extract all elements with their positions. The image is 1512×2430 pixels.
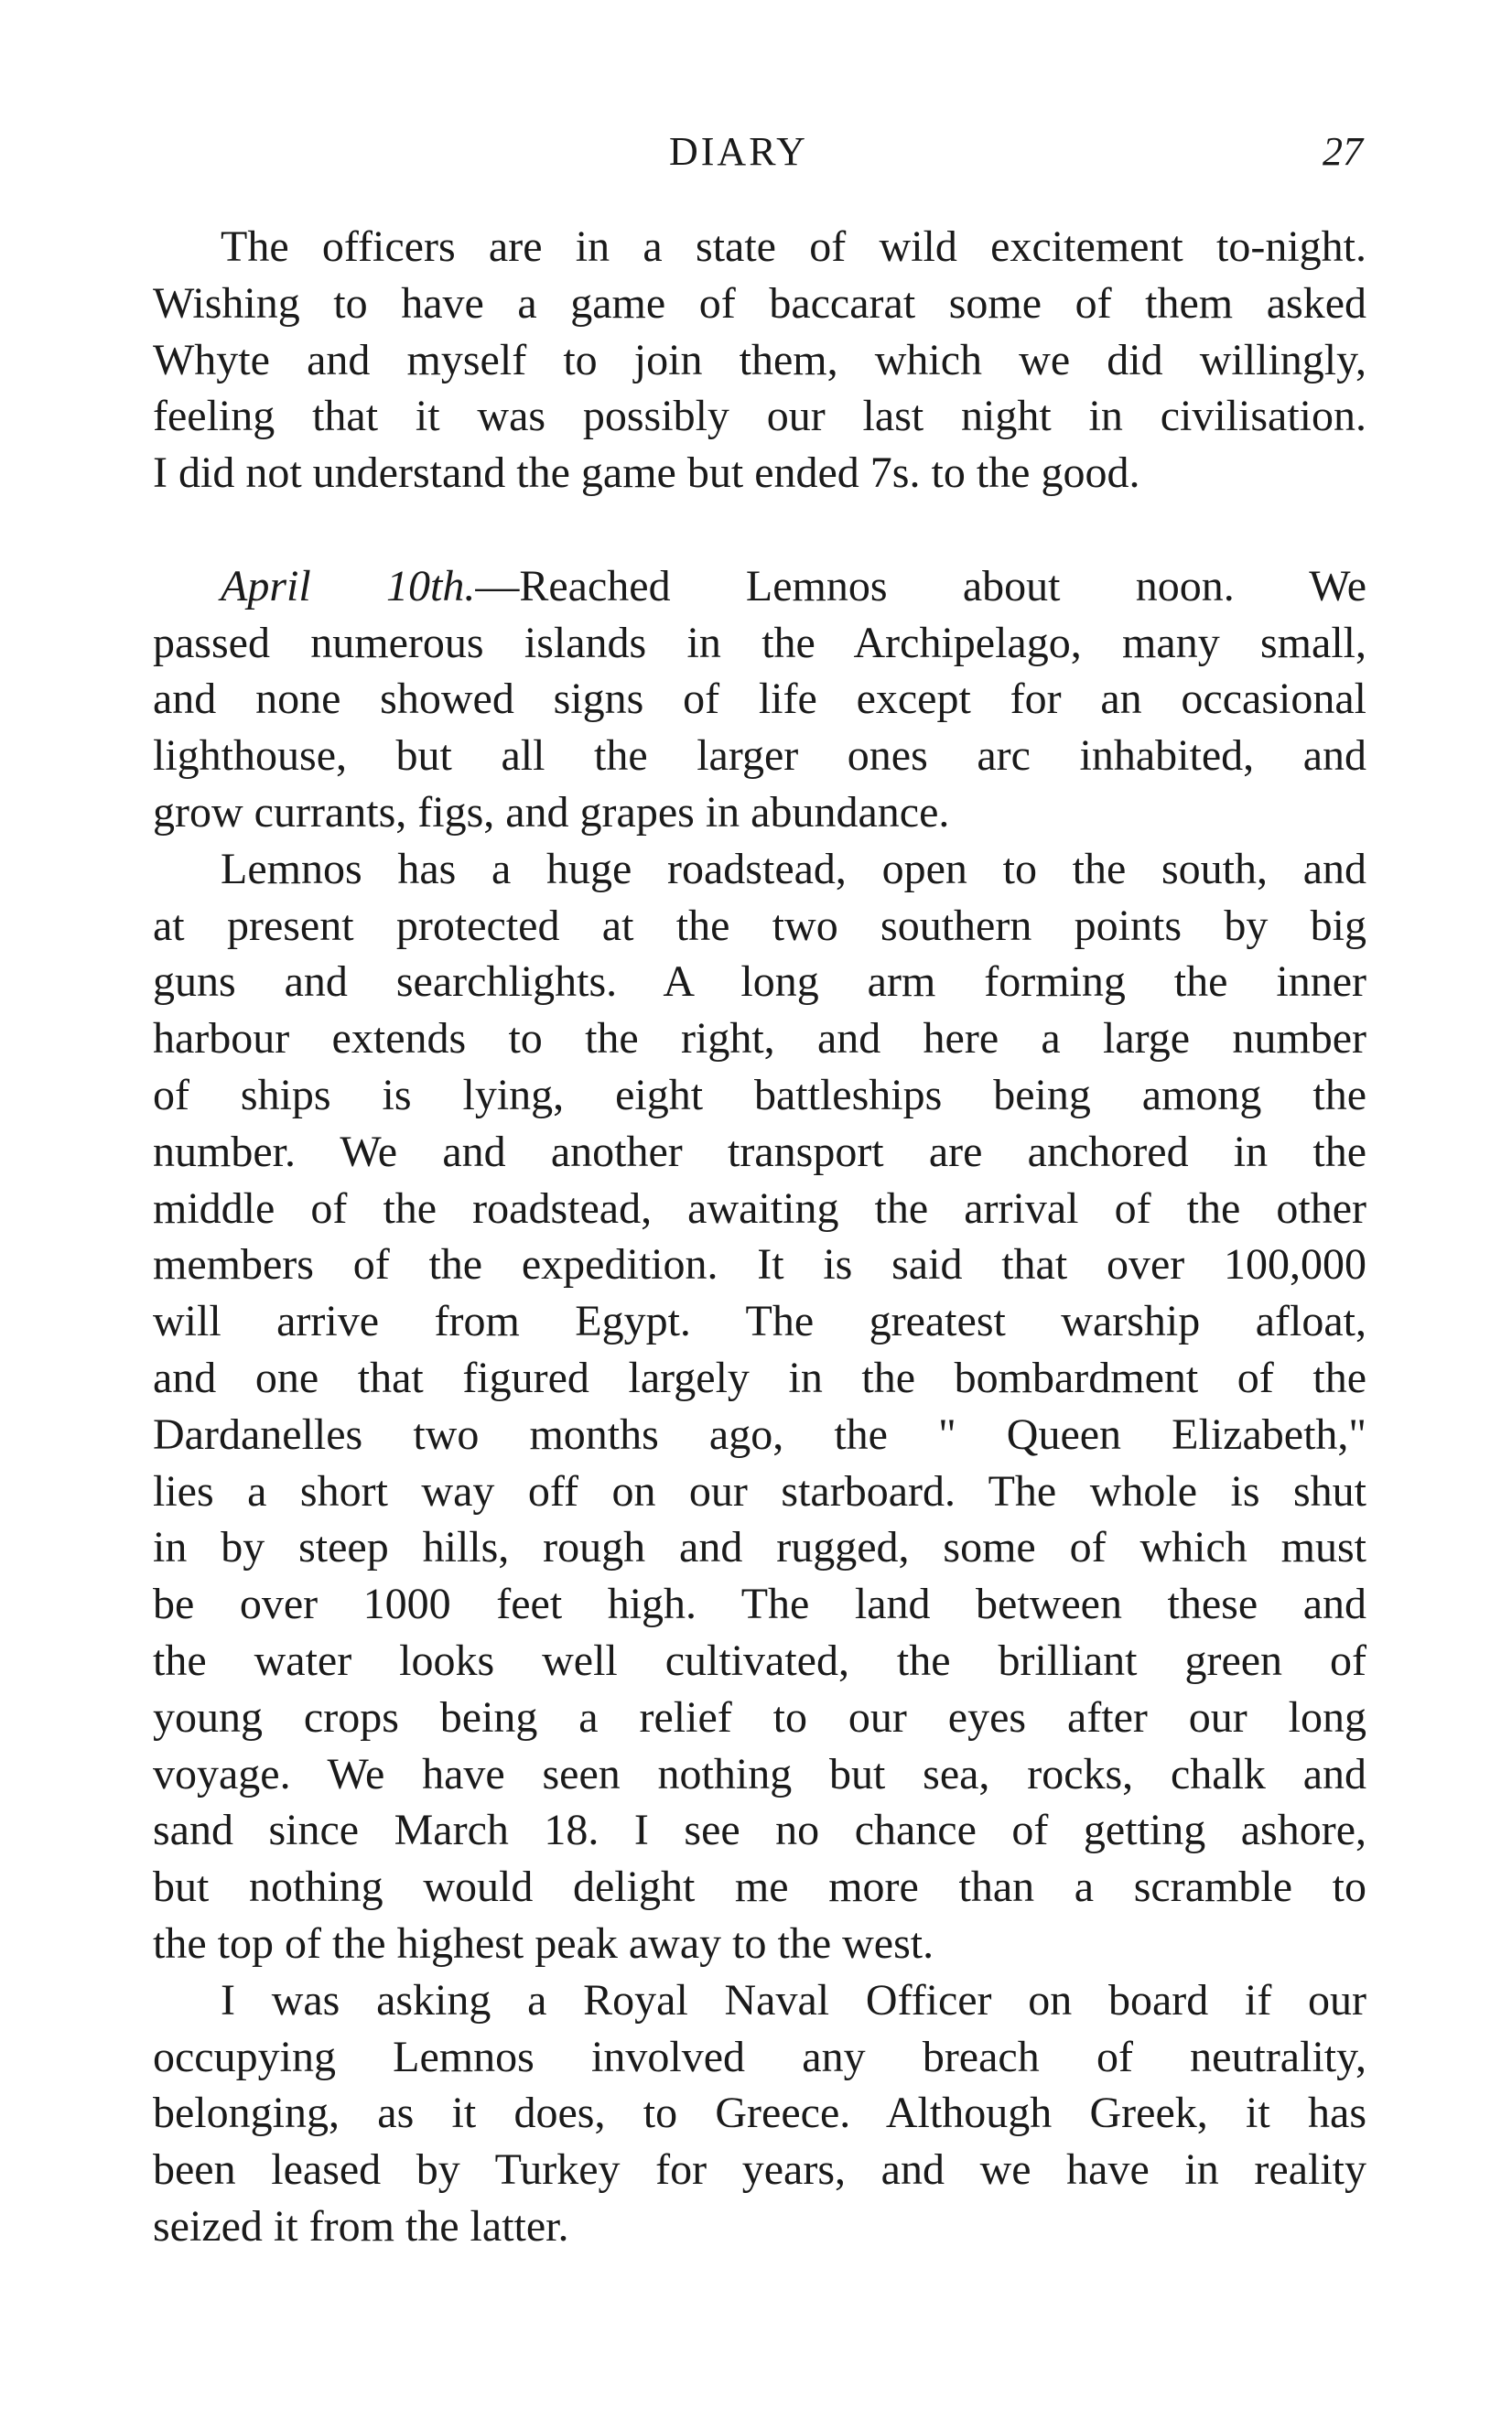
text-line: in by steep hills, rough and rugged, some of which must: [153, 1523, 1366, 1572]
text-line: and none showed signs of life except for an occasional: [153, 675, 1366, 724]
text-line: seized it from the latter.: [153, 2202, 569, 2251]
text-segment: —Reached Lemnos about noon. We: [475, 561, 1366, 610]
text-line: members of the expedition. It is said that over 100,000: [153, 1240, 1366, 1290]
text-line: grow currants, figs, and grapes in abundance.: [153, 788, 950, 837]
text-line: feeling that it was possibly our last night in civilisation.: [153, 392, 1366, 441]
text-line: sand since March 18. I see no chance of getting ashore,: [153, 1806, 1366, 1855]
text-line: of ships is lying, eight battleships being among the: [153, 1071, 1366, 1119]
text-line: young crops being a relief to our eyes after our long: [153, 1692, 1366, 1742]
text-line: guns and searchlights. A long arm forming the inner: [153, 957, 1366, 1007]
text-line: Wishing to have a game of baccarat some of them asked: [153, 278, 1366, 328]
page-number: 27: [1323, 129, 1363, 174]
text-segment: [311, 562, 386, 610]
text-line: the top of the highest peak away to the west.: [153, 1919, 934, 1968]
text-line: and one that figured largely in the bombardment of the: [153, 1354, 1366, 1402]
text-line: Whyte and myself to join them, which we did willingly,: [153, 335, 1366, 384]
text-line: The officers are in a state of wild excitement to-night.: [221, 222, 1366, 271]
text-line: been leased by Turkey for years, and we have in reality: [153, 2145, 1366, 2195]
text-line: belonging, as it does, to Greece. Although Greek, it has: [153, 2089, 1366, 2138]
running-head: DIARY: [669, 129, 808, 174]
text-line: at present protected at the two southern points by big: [153, 901, 1366, 950]
text-line: but nothing would delight me more than a scramble to: [153, 1863, 1366, 1912]
text-line: harbour extends to the right, and here a large number: [153, 1014, 1366, 1064]
italic-date-text: 10th.: [385, 561, 476, 610]
text-line: lighthouse, but all the larger ones arc inhabited, and: [153, 731, 1366, 781]
italic-date-text: April: [221, 561, 311, 610]
text-line: I did not understand the game but ended 7s. to the good.: [153, 448, 1140, 498]
text-line: the water looks well cultivated, the brilliant green of: [153, 1636, 1366, 1685]
text-line: voyage. We have seen nothing but sea, rocks, chalk and: [153, 1749, 1366, 1798]
text-line: will arrive from Egypt. The greatest warship afloat,: [153, 1297, 1366, 1346]
text-line: occupying Lemnos involved any breach of neutrality,: [153, 2032, 1366, 2081]
text-line: middle of the roadstead, awaiting the arrival of the other: [153, 1183, 1366, 1233]
text-line: I was asking a Royal Naval Officer on board if our: [221, 1975, 1366, 2025]
text-line: [221, 559, 1366, 614]
text-line: Dardanelles two months ago, the " Queen Elizabeth,": [153, 1409, 1366, 1459]
text-line: Lemnos has a huge roadstead, open to the south, and: [221, 844, 1366, 893]
text-line: be over 1000 feet high. The land between these and: [153, 1580, 1366, 1629]
text-line: lies a short way off on our starboard. The whole is shut: [153, 1466, 1366, 1516]
text-line: passed numerous islands in the Archipelago, many small,: [153, 618, 1366, 667]
text-line: number. We and another transport are anchored in the: [153, 1127, 1366, 1176]
